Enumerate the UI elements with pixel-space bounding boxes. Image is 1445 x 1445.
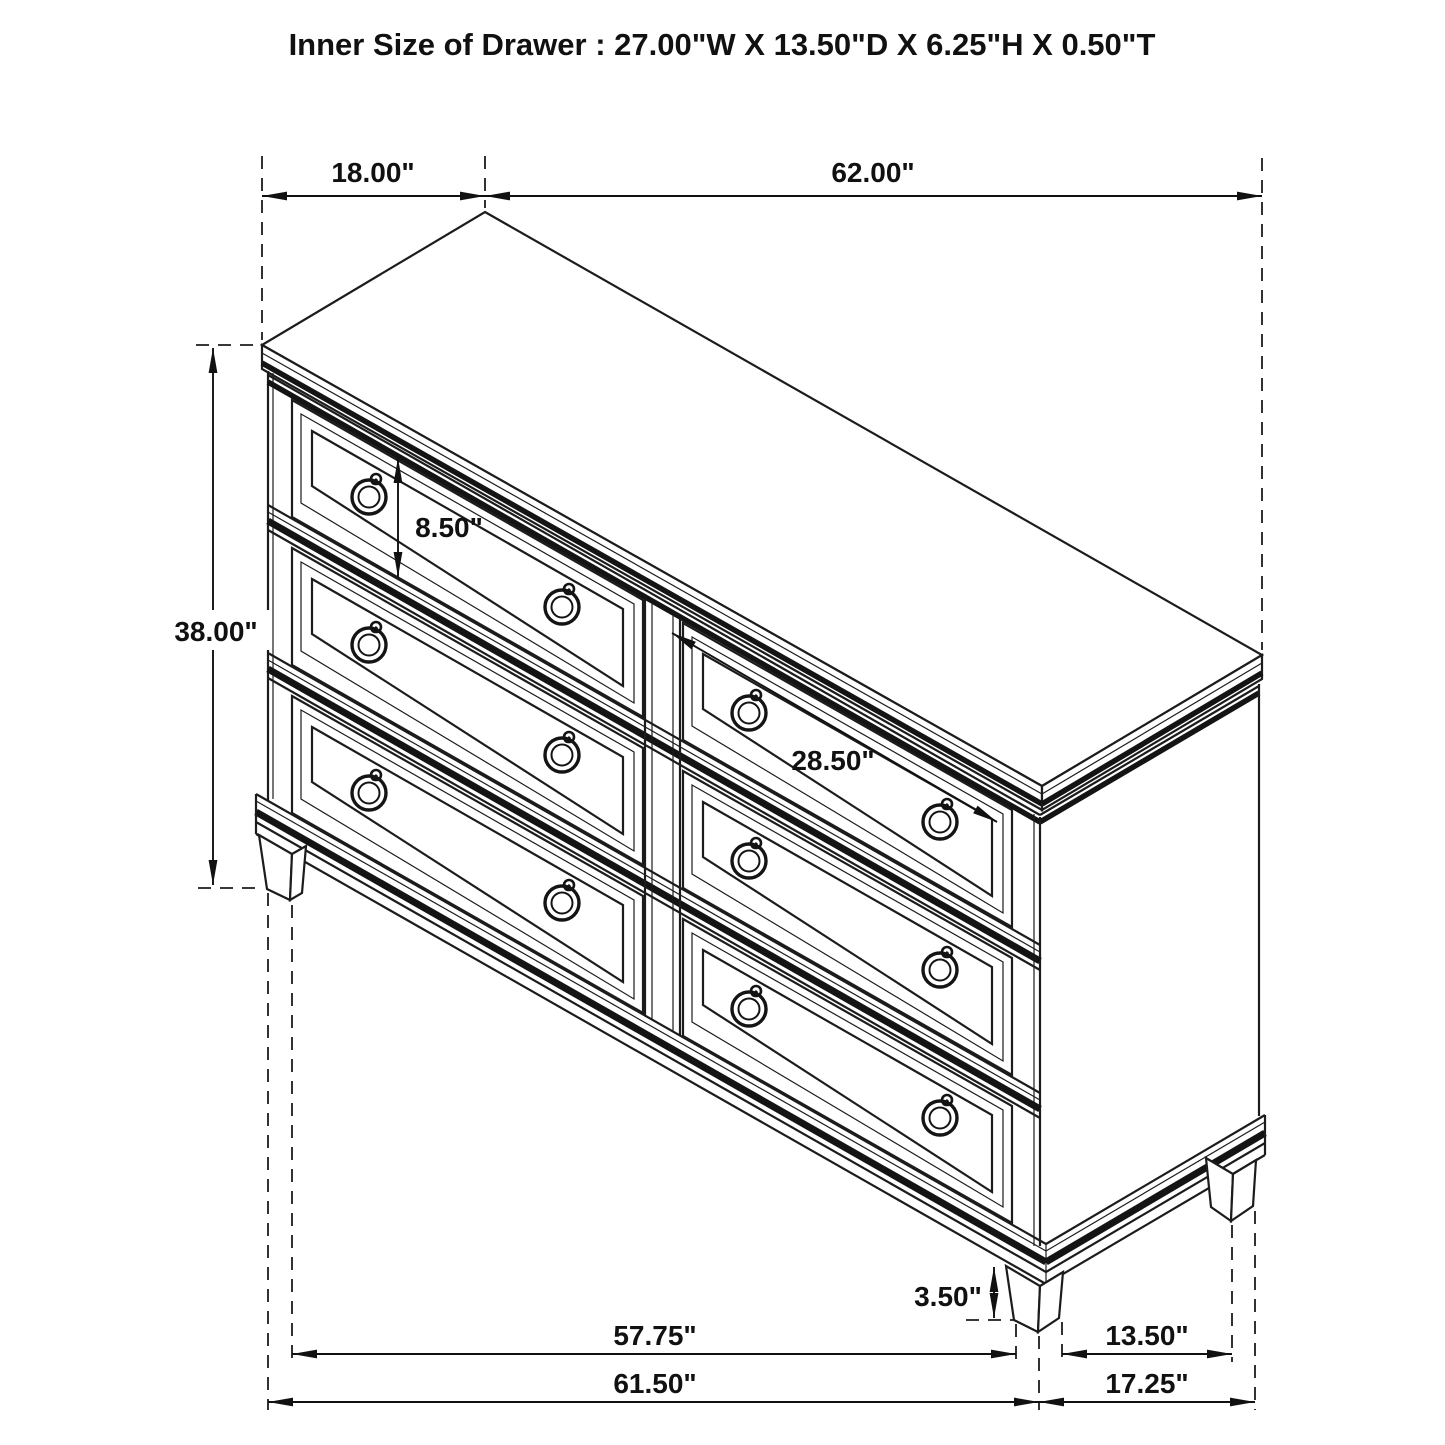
front-left-foot bbox=[259, 835, 306, 900]
dim-label-front-feet-span: 57.75" bbox=[613, 1320, 697, 1351]
dim-label-base-front-width: 61.50" bbox=[613, 1368, 697, 1399]
rear-right-foot bbox=[1206, 1158, 1256, 1221]
dim-label-side-feet-span: 13.50" bbox=[1105, 1320, 1189, 1351]
dim-label-drawer-front-height: 8.50" bbox=[415, 512, 483, 543]
dim-label-foot-height: 3.50" bbox=[914, 1281, 982, 1312]
dim-label-drawer-inner-width: 28.50" bbox=[791, 745, 875, 776]
dim-label-top-depth: 18.00" bbox=[331, 157, 415, 188]
dim-label-overall-height: 38.00" bbox=[174, 616, 258, 647]
dim-label-base-side-depth: 17.25" bbox=[1105, 1368, 1189, 1399]
dim-label-top-width: 62.00" bbox=[831, 157, 915, 188]
diagram-title: Inner Size of Drawer : 27.00"W X 13.50"D X 6.25"H X 0.50"T bbox=[288, 27, 1156, 62]
dresser-drawing bbox=[256, 212, 1265, 1332]
front-right-foot bbox=[1006, 1266, 1063, 1332]
